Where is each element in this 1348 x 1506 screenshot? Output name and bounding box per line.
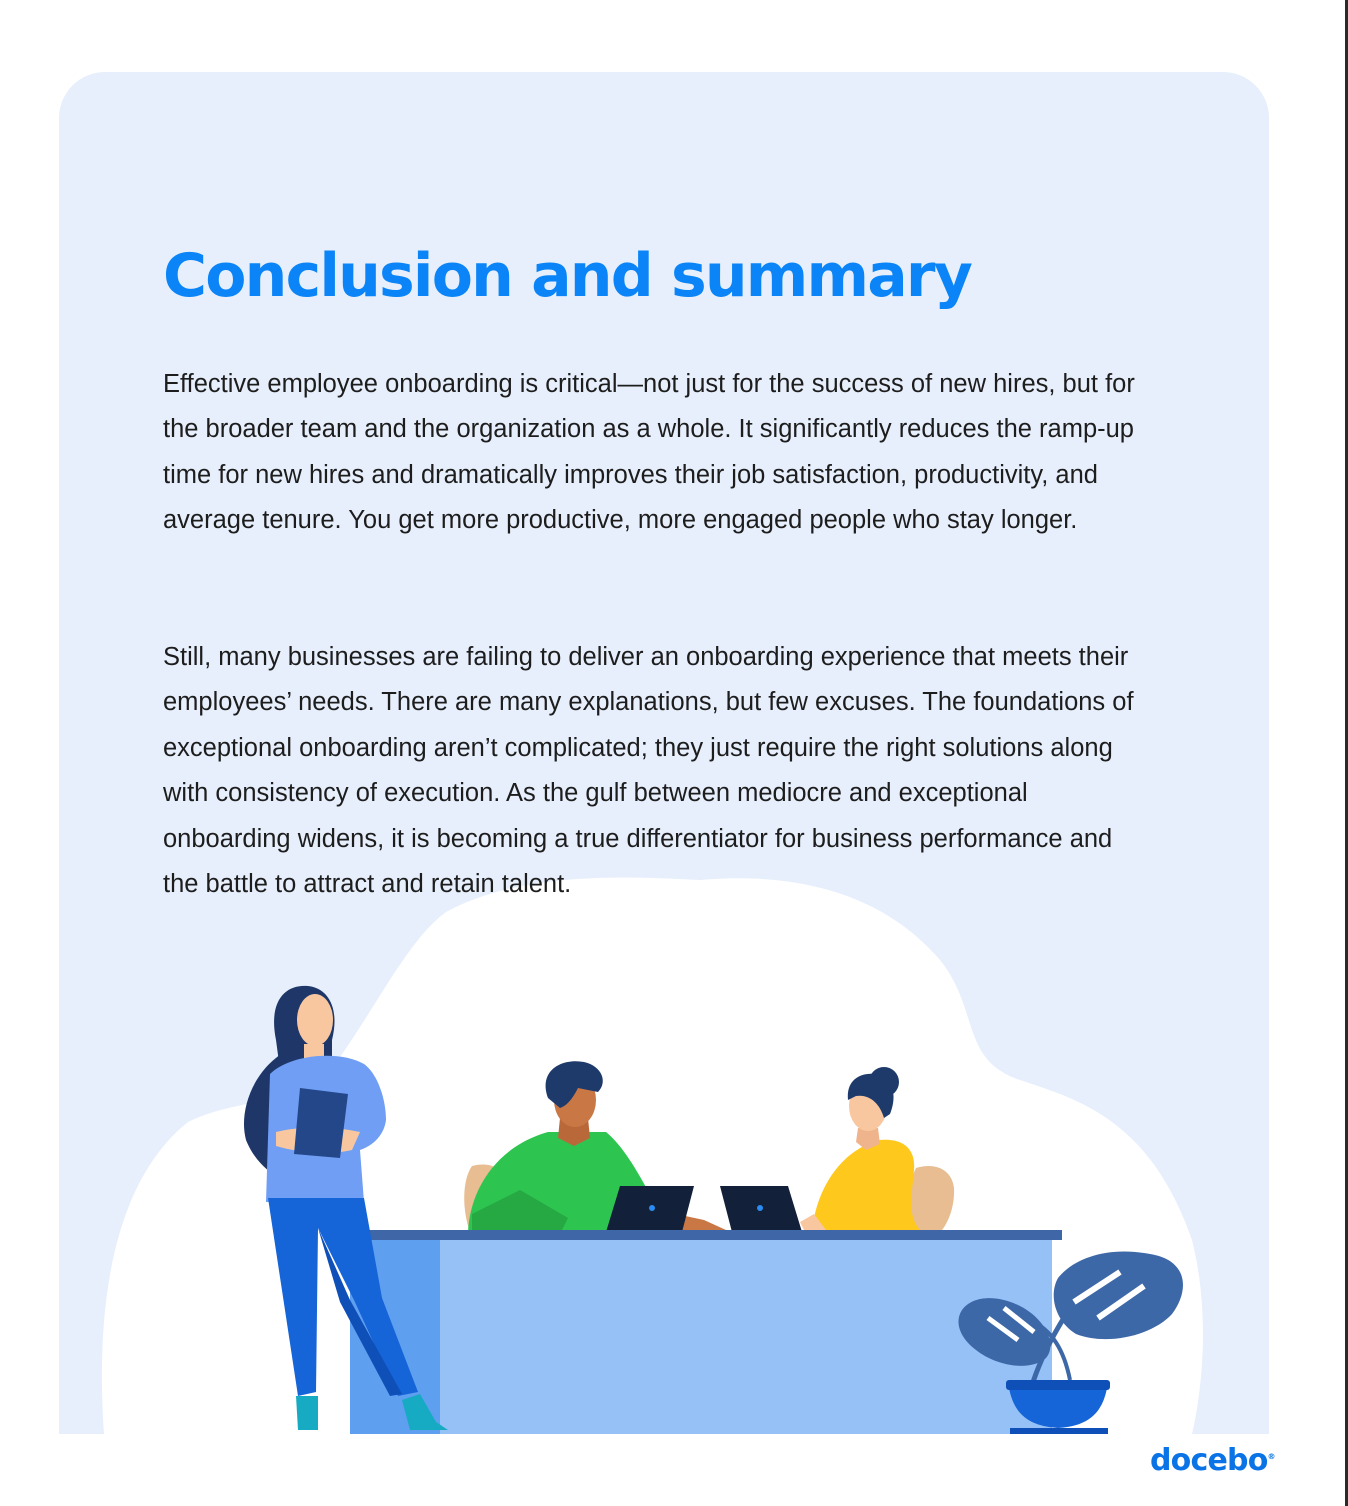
registered-mark: ®	[1267, 1452, 1276, 1461]
desk-body	[440, 1240, 1052, 1434]
body-paragraph-2: Still, many businesses are failing to deliver an onboarding experience that meets their employees’ needs. There are many explanations, but few excuses. The foundations of exceptional onboarding aren’t complicated; they just require the right solutions along with consistency of execution. As the gulf between mediocre and exceptional onboarding widens, it is becoming a true differentiator for business performance and the battle to attract and retain talent.	[163, 643, 1134, 899]
body-paragraph-1: Effective employee onboarding is critical—not just for the success of new hires, but for the broader team and the organization as a whole. It significantly reduces the ramp-up time for new hires and dramatically improves their job satisfaction, productivity, and average tenure. You get more productive, more engaged people who stay longer.	[163, 370, 1135, 535]
desk-top	[350, 1230, 1062, 1240]
page-title: Conclusion and summary	[163, 241, 972, 311]
docebo-logo	[1150, 1439, 1276, 1479]
logo-text: docebo	[1150, 1443, 1268, 1478]
